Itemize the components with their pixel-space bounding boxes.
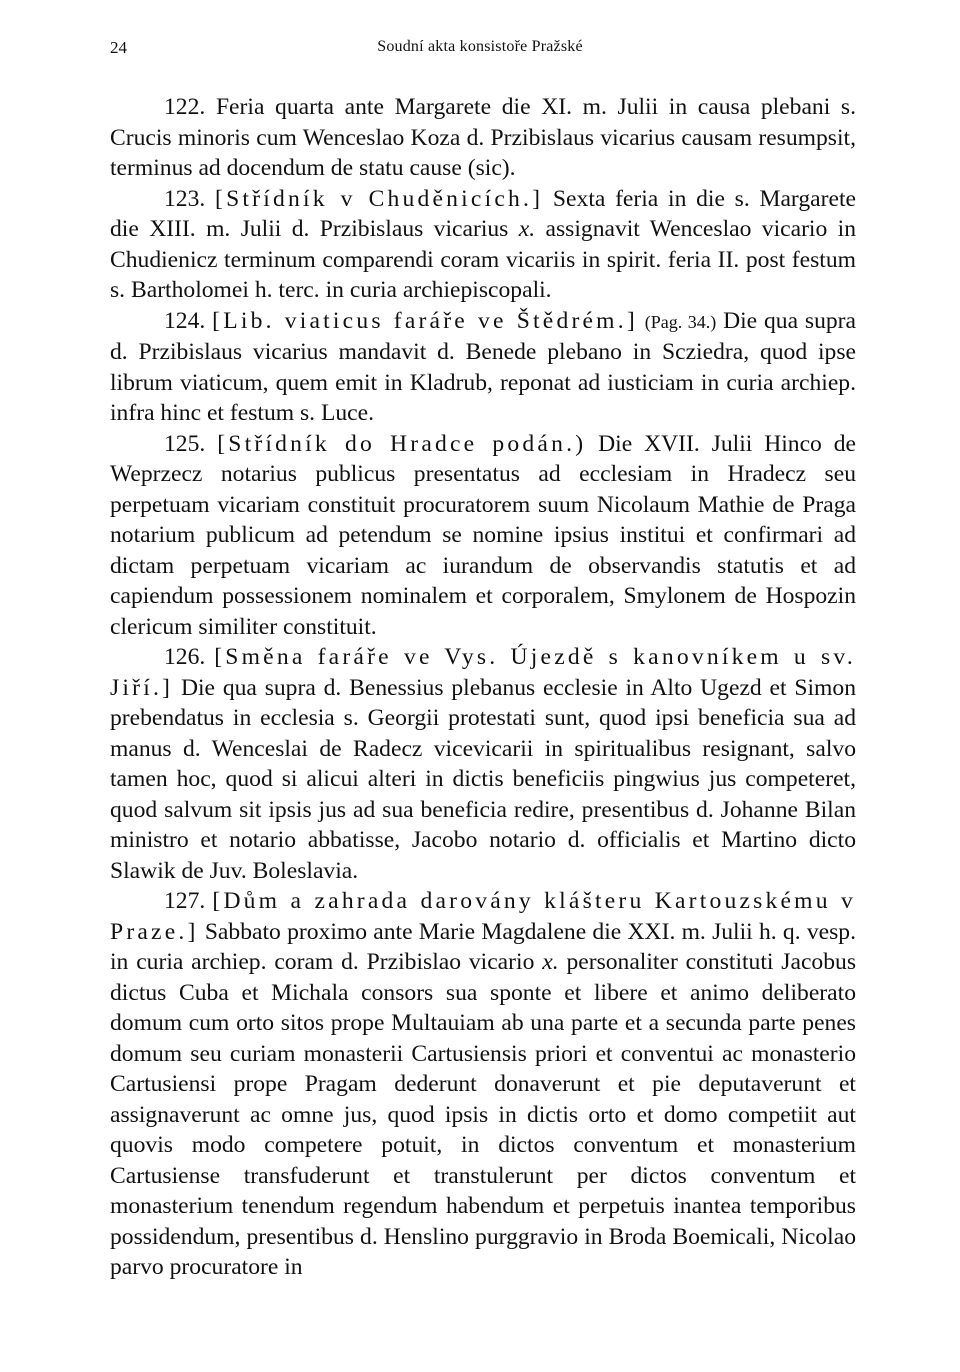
entry-124 (110, 306, 856, 429)
entry-number: 126. (164, 644, 206, 670)
entry-title: [Dům a zahrada darovány klášteru Kartouzskému v Praze.] (110, 888, 856, 945)
entry-text: Die XVII. Julii Hinco de Weprzecz notarius publicus presentatus ad ecclesiam in Hradecz seu perpetuam vicariam constituit procuratorem suum Nicolaum Mathie de Praga notarium publicum ad petendum se nomine ipsius institui et confirmari ad dictam perpetuam vicariam ac iurandum de observandis statutis et ad capiendum possessionem nominalem et corporalem, Smylonem de Hospozin clericum similiter constituit. (110, 430, 856, 640)
entry-text: Die qua supra d. Benessius plebanus ecclesie in Alto Ugezd et Simon prebendatus in ecclesia s. Georgii protestati sunt, quod ipsi beneficia sua ad manus d. Wenceslai de Radecz vicevicarii in spiritualibus resignant, salvo tamen hoc, quod si alicui alteri in dictis beneficiis pingwius jus competeret, quod salvum sit ipsis jus ad sua beneficia redire, presentibus d. Johanne Bilan ministro et notario abbatisse, Jacobo notario d. officialis et Martino dicto Slawik de Juv. Boleslavia. (110, 674, 856, 884)
entry-number: 125. (164, 430, 206, 457)
entry-number: 124. (164, 307, 206, 334)
page-reference: (Pag. 34.) (644, 311, 717, 332)
entry-125 (110, 429, 856, 643)
entry-127 (110, 886, 856, 1283)
page-header (110, 38, 850, 64)
page-number: 24 (110, 38, 127, 57)
entry-title: [Lib. viaticus faráře ve Štědrém.] (212, 307, 638, 334)
entry-number: 123. (164, 185, 206, 212)
entry-126 (110, 642, 856, 886)
entry-title: [Střídník v Chuděnicích.] (215, 185, 544, 212)
entry-text: Die qua supra d. Przibislaus vicarius mandavit d. Benede plebano in Scziedra, quod ipse librum viaticum, quem emit in Kladrub, reponat ad iusticiam in curia archiep. infra hinc et festum s. Luce. (110, 307, 857, 426)
entry-text: Sexta feria in die s. Margarete die XIII. m. Julii d. Przibislaus vicarius (110, 185, 856, 242)
entry-text-continued: personaliter constituti Jacobus dictus Cuba et Michala consors sua sponte et libere et animo deliberato domum cum orto sitos prope Multauiam ab una parte et a secunda parte penes domum seu curiam monasterii Cartusiensis priori et conventui ac monasterio Cartusiensi prope Pragam dederunt donaverunt et pie deputaverunt et assignaverunt ac omne jus, quod ipsis in dictis orto et domo competiit aut quovis modo competere potuit, in dictos conventum et monasterium Cartusiense transfuderunt et transtulerunt per dictos conventum et monasterium tenendum regendum habendum et perpetuis inantea temporibus possidendum, presentibus d. Henslino purggravio in Broda Boemicali, Nicolao parvo procuratore in (110, 949, 856, 1280)
entry-text-continued: assignavit Wenceslao vicario in Chudienicz terminum comparendi coram vicariis in spirit. feria II. post festum s. Bartholomei h. terc. in curia archiepiscopali. (110, 216, 856, 303)
entry-number: 122. (164, 94, 206, 120)
entry-title: [Směna faráře ve Vys. Újezdě s kanovníkem u sv. Jiří.] (110, 644, 856, 701)
entry-mark: x. (542, 949, 559, 975)
entry-123 (110, 184, 856, 306)
entry-122 (110, 92, 856, 184)
entry-mark: x. (518, 216, 536, 242)
page-body (110, 92, 856, 1283)
entry-text: Feria quarta ante Margarete die XI. m. Julii in causa plebani s. Crucis minoris cum Wenceslao Koza d. Przibislaus vicarius causam resumpsit, terminus ad docendum de statu cause (sic). (110, 94, 856, 181)
entry-title: [Střídník do Hradce podán.) (217, 430, 587, 457)
entry-number: 127. (164, 888, 206, 914)
entry-text: Sabbato proximo ante Marie Magdalene die XXI. m. Julii h. q. vesp. in curia archiep. coram d. Przibislao vicario (110, 918, 856, 975)
running-title: Soudní akta konsistoře Pražské (377, 38, 583, 55)
